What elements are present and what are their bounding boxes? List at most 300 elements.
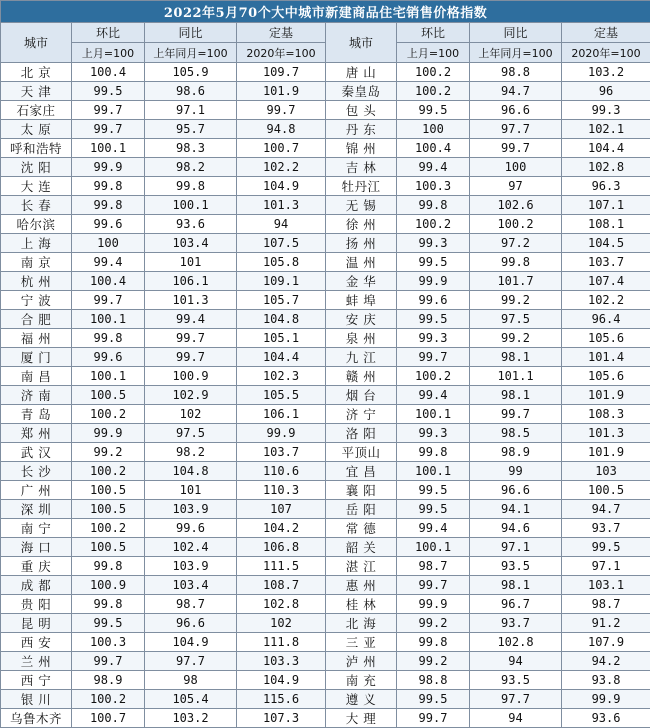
mom-right-cell: 98.7: [397, 557, 470, 576]
city-left-cell: 银 川: [1, 690, 72, 709]
base-right-cell: 101.9: [562, 443, 650, 462]
mom-left-cell: 99.7: [72, 101, 145, 120]
city-left-cell: 广 州: [1, 481, 72, 500]
mom-subheader-right: 上月=100: [397, 43, 470, 63]
yoy-left-cell: 99.4: [145, 310, 237, 329]
yoy-left-cell: 100.9: [145, 367, 237, 386]
city-left-cell: 长 沙: [1, 462, 72, 481]
base-left-cell: 101.3: [237, 196, 326, 215]
yoy-left-cell: 105.9: [145, 63, 237, 82]
yoy-right-cell: 97.5: [470, 310, 562, 329]
city-left-cell: 上 海: [1, 234, 72, 253]
table-row: [1, 63, 650, 82]
yoy-right-cell: 99.7: [470, 405, 562, 424]
base-left-cell: 103.3: [237, 652, 326, 671]
mom-left-cell: 99.6: [72, 215, 145, 234]
base-left-cell: 104.2: [237, 519, 326, 538]
mom-subheader-left: 上月=100: [72, 43, 145, 63]
yoy-left-cell: 98.2: [145, 443, 237, 462]
yoy-left-cell: 99.7: [145, 348, 237, 367]
base-left-cell: 107.5: [237, 234, 326, 253]
mom-right-cell: 99.3: [397, 329, 470, 348]
base-right-cell: 94.2: [562, 652, 650, 671]
mom-right-cell: 99.8: [397, 196, 470, 215]
city-header-left: 城市: [1, 23, 72, 63]
base-right-cell: 104.5: [562, 234, 650, 253]
table-row: [1, 424, 650, 443]
base-right-cell: 97.1: [562, 557, 650, 576]
mom-left-cell: 100.5: [72, 500, 145, 519]
base-left-cell: 110.3: [237, 481, 326, 500]
base-right-cell: 105.6: [562, 367, 650, 386]
city-left-cell: 合 肥: [1, 310, 72, 329]
base-left-cell: 107.3: [237, 709, 326, 728]
mom-left-cell: 99.7: [72, 120, 145, 139]
base-right-cell: 105.6: [562, 329, 650, 348]
city-right-cell: 济 宁: [326, 405, 397, 424]
base-right-cell: 104.4: [562, 139, 650, 158]
base-left-cell: 105.5: [237, 386, 326, 405]
base-right-cell: 107.9: [562, 633, 650, 652]
table-row: [1, 405, 650, 424]
city-right-cell: 锦 州: [326, 139, 397, 158]
base-left-cell: 104.9: [237, 177, 326, 196]
base-left-cell: 109.7: [237, 63, 326, 82]
yoy-left-cell: 103.4: [145, 234, 237, 253]
base-left-cell: 94.8: [237, 120, 326, 139]
yoy-subheader-left: 上年同月=100: [145, 43, 237, 63]
yoy-left-cell: 103.9: [145, 500, 237, 519]
city-left-cell: 沈 阳: [1, 158, 72, 177]
mom-right-cell: 99.9: [397, 595, 470, 614]
table-row: [1, 386, 650, 405]
city-left-cell: 西 安: [1, 633, 72, 652]
city-right-cell: 大 理: [326, 709, 397, 728]
yoy-left-cell: 101: [145, 481, 237, 500]
mom-right-cell: 99.5: [397, 253, 470, 272]
mom-right-cell: 100.1: [397, 538, 470, 557]
city-left-cell: 昆 明: [1, 614, 72, 633]
base-left-cell: 94: [237, 215, 326, 234]
mom-left-cell: 100.3: [72, 633, 145, 652]
yoy-left-cell: 98.2: [145, 158, 237, 177]
mom-left-cell: 100.5: [72, 386, 145, 405]
city-left-cell: 福 州: [1, 329, 72, 348]
yoy-right-cell: 93.7: [470, 614, 562, 633]
mom-right-cell: 99.8: [397, 633, 470, 652]
city-left-cell: 呼和浩特: [1, 139, 72, 158]
city-right-cell: 岳 阳: [326, 500, 397, 519]
city-right-cell: 北 海: [326, 614, 397, 633]
table-row: [1, 557, 650, 576]
table-row: [1, 120, 650, 139]
yoy-right-cell: 93.5: [470, 671, 562, 690]
base-right-cell: 93.8: [562, 671, 650, 690]
mom-left-cell: 100.5: [72, 538, 145, 557]
mom-right-cell: 99.3: [397, 424, 470, 443]
base-right-cell: 107.4: [562, 272, 650, 291]
city-left-cell: 郑 州: [1, 424, 72, 443]
table-body: [1, 63, 650, 728]
city-right-cell: 扬 州: [326, 234, 397, 253]
city-right-cell: 襄 阳: [326, 481, 397, 500]
yoy-right-cell: 96.6: [470, 101, 562, 120]
mom-left-cell: 99.9: [72, 158, 145, 177]
city-left-cell: 厦 门: [1, 348, 72, 367]
base-left-cell: 107: [237, 500, 326, 519]
table-row: [1, 253, 650, 272]
yoy-subheader-right: 上年同月=100: [470, 43, 562, 63]
table-title: 2022年5月70个大中城市新建商品住宅销售价格指数: [1, 1, 650, 23]
base-right-cell: 103: [562, 462, 650, 481]
city-left-cell: 南 京: [1, 253, 72, 272]
mom-right-cell: 98.8: [397, 671, 470, 690]
yoy-right-cell: 97.7: [470, 690, 562, 709]
yoy-left-cell: 101: [145, 253, 237, 272]
city-right-cell: 湛 江: [326, 557, 397, 576]
yoy-left-cell: 99.8: [145, 177, 237, 196]
base-right-cell: 102.2: [562, 291, 650, 310]
yoy-right-cell: 102.8: [470, 633, 562, 652]
city-left-cell: 西 宁: [1, 671, 72, 690]
city-right-cell: 南 充: [326, 671, 397, 690]
base-right-cell: 93.6: [562, 709, 650, 728]
mom-right-cell: 100: [397, 120, 470, 139]
city-left-cell: 天 津: [1, 82, 72, 101]
base-left-cell: 102.8: [237, 595, 326, 614]
mom-right-cell: 100.1: [397, 405, 470, 424]
city-left-cell: 深 圳: [1, 500, 72, 519]
base-left-cell: 110.6: [237, 462, 326, 481]
base-right-cell: 100.5: [562, 481, 650, 500]
base-left-cell: 106.1: [237, 405, 326, 424]
city-right-cell: 平顶山: [326, 443, 397, 462]
city-right-cell: 韶 关: [326, 538, 397, 557]
city-right-cell: 唐 山: [326, 63, 397, 82]
table-row: [1, 139, 650, 158]
yoy-left-cell: 99.7: [145, 329, 237, 348]
yoy-right-cell: 100: [470, 158, 562, 177]
yoy-right-cell: 98.5: [470, 424, 562, 443]
mom-left-cell: 100.2: [72, 405, 145, 424]
table-row: [1, 576, 650, 595]
mom-right-cell: 99.8: [397, 443, 470, 462]
yoy-right-cell: 98.9: [470, 443, 562, 462]
mom-right-cell: 100.2: [397, 215, 470, 234]
city-right-cell: 丹 东: [326, 120, 397, 139]
base-right-cell: 99.3: [562, 101, 650, 120]
mom-left-cell: 99.6: [72, 348, 145, 367]
mom-left-cell: 99.5: [72, 82, 145, 101]
mom-right-cell: 99.5: [397, 690, 470, 709]
yoy-right-cell: 94.6: [470, 519, 562, 538]
city-right-cell: 赣 州: [326, 367, 397, 386]
base-left-cell: 115.6: [237, 690, 326, 709]
city-right-cell: 无 锡: [326, 196, 397, 215]
base-right-cell: 96.3: [562, 177, 650, 196]
city-left-cell: 成 都: [1, 576, 72, 595]
yoy-right-cell: 94: [470, 652, 562, 671]
city-right-cell: 蚌 埠: [326, 291, 397, 310]
table-row: [1, 82, 650, 101]
mom-left-cell: 99.8: [72, 177, 145, 196]
mom-right-cell: 100.2: [397, 63, 470, 82]
mom-left-cell: 100.1: [72, 367, 145, 386]
base-left-cell: 105.1: [237, 329, 326, 348]
city-left-cell: 长 春: [1, 196, 72, 215]
base-left-cell: 99.9: [237, 424, 326, 443]
base-right-cell: 94.7: [562, 500, 650, 519]
city-left-cell: 武 汉: [1, 443, 72, 462]
table-row: [1, 538, 650, 557]
mom-header-left: 环比: [72, 23, 145, 43]
base-left-cell: 101.9: [237, 82, 326, 101]
yoy-left-cell: 102: [145, 405, 237, 424]
city-left-cell: 太 原: [1, 120, 72, 139]
table-row: [1, 215, 650, 234]
yoy-right-cell: 94: [470, 709, 562, 728]
mom-right-cell: 99.4: [397, 158, 470, 177]
mom-header-right: 环比: [397, 23, 470, 43]
base-right-cell: 103.1: [562, 576, 650, 595]
mom-left-cell: 98.9: [72, 671, 145, 690]
base-left-cell: 102.2: [237, 158, 326, 177]
table-row: [1, 652, 650, 671]
city-right-cell: 包 头: [326, 101, 397, 120]
yoy-right-cell: 98.1: [470, 386, 562, 405]
table-row: [1, 272, 650, 291]
city-left-cell: 石家庄: [1, 101, 72, 120]
table-row: [1, 690, 650, 709]
base-subheader-right: 2020年=100: [562, 43, 650, 63]
yoy-left-cell: 97.5: [145, 424, 237, 443]
city-left-cell: 南 宁: [1, 519, 72, 538]
yoy-right-cell: 98.1: [470, 348, 562, 367]
table-row: [1, 709, 650, 728]
yoy-right-cell: 97.1: [470, 538, 562, 557]
mom-right-cell: 99.5: [397, 500, 470, 519]
table-row: [1, 519, 650, 538]
mom-left-cell: 99.8: [72, 595, 145, 614]
city-right-cell: 常 德: [326, 519, 397, 538]
table-row: [1, 101, 650, 120]
mom-right-cell: 99.6: [397, 291, 470, 310]
city-header-right: 城市: [326, 23, 397, 63]
base-left-cell: 106.8: [237, 538, 326, 557]
mom-right-cell: 99.5: [397, 481, 470, 500]
base-right-cell: 93.7: [562, 519, 650, 538]
city-right-cell: 遵 义: [326, 690, 397, 709]
mom-right-cell: 99.4: [397, 386, 470, 405]
city-left-cell: 济 南: [1, 386, 72, 405]
table-row: [1, 196, 650, 215]
mom-right-cell: 99.4: [397, 519, 470, 538]
base-header-left: 定基: [237, 23, 326, 43]
mom-right-cell: 99.2: [397, 614, 470, 633]
mom-right-cell: 99.7: [397, 348, 470, 367]
city-right-cell: 秦皇岛: [326, 82, 397, 101]
yoy-right-cell: 100.2: [470, 215, 562, 234]
base-left-cell: 102: [237, 614, 326, 633]
yoy-left-cell: 104.8: [145, 462, 237, 481]
base-right-cell: 103.2: [562, 63, 650, 82]
city-left-cell: 乌鲁木齐: [1, 709, 72, 728]
city-right-cell: 泉 州: [326, 329, 397, 348]
table-row: [1, 614, 650, 633]
mom-left-cell: 99.9: [72, 424, 145, 443]
mom-left-cell: 99.8: [72, 329, 145, 348]
yoy-left-cell: 97.1: [145, 101, 237, 120]
base-left-cell: 104.8: [237, 310, 326, 329]
yoy-left-cell: 106.1: [145, 272, 237, 291]
yoy-right-cell: 96.6: [470, 481, 562, 500]
mom-right-cell: 99.3: [397, 234, 470, 253]
base-right-cell: 103.7: [562, 253, 650, 272]
base-right-cell: 102.1: [562, 120, 650, 139]
city-right-cell: 金 华: [326, 272, 397, 291]
base-right-cell: 101.3: [562, 424, 650, 443]
table-row: [1, 443, 650, 462]
mom-right-cell: 100.1: [397, 462, 470, 481]
mom-left-cell: 99.8: [72, 196, 145, 215]
yoy-left-cell: 99.6: [145, 519, 237, 538]
mom-right-cell: 100.2: [397, 367, 470, 386]
mom-left-cell: 99.7: [72, 652, 145, 671]
city-left-cell: 贵 阳: [1, 595, 72, 614]
mom-left-cell: 99.7: [72, 291, 145, 310]
mom-left-cell: 100.4: [72, 63, 145, 82]
base-left-cell: 111.8: [237, 633, 326, 652]
city-right-cell: 宜 昌: [326, 462, 397, 481]
base-left-cell: 111.5: [237, 557, 326, 576]
mom-right-cell: 100.2: [397, 82, 470, 101]
table-row: [1, 234, 650, 253]
table-row: [1, 177, 650, 196]
mom-right-cell: 99.7: [397, 709, 470, 728]
yoy-header-right: 同比: [470, 23, 562, 43]
yoy-right-cell: 94.7: [470, 82, 562, 101]
base-right-cell: 108.3: [562, 405, 650, 424]
mom-left-cell: 99.8: [72, 557, 145, 576]
mom-left-cell: 100.4: [72, 272, 145, 291]
yoy-right-cell: 99.2: [470, 329, 562, 348]
yoy-left-cell: 98.6: [145, 82, 237, 101]
yoy-left-cell: 102.9: [145, 386, 237, 405]
table-row: [1, 481, 650, 500]
city-right-cell: 九 江: [326, 348, 397, 367]
city-left-cell: 哈尔滨: [1, 215, 72, 234]
table-row: [1, 500, 650, 519]
base-right-cell: 108.1: [562, 215, 650, 234]
city-left-cell: 兰 州: [1, 652, 72, 671]
mom-right-cell: 100.3: [397, 177, 470, 196]
yoy-right-cell: 93.5: [470, 557, 562, 576]
yoy-right-cell: 99: [470, 462, 562, 481]
mom-left-cell: 99.2: [72, 443, 145, 462]
base-right-cell: 102.8: [562, 158, 650, 177]
yoy-right-cell: 97: [470, 177, 562, 196]
yoy-right-cell: 101.1: [470, 367, 562, 386]
yoy-right-cell: 99.2: [470, 291, 562, 310]
base-left-cell: 105.8: [237, 253, 326, 272]
mom-right-cell: 99.9: [397, 272, 470, 291]
city-right-cell: 洛 阳: [326, 424, 397, 443]
base-right-cell: 107.1: [562, 196, 650, 215]
base-left-cell: 104.9: [237, 671, 326, 690]
base-left-cell: 103.7: [237, 443, 326, 462]
yoy-left-cell: 103.2: [145, 709, 237, 728]
mom-left-cell: 100.1: [72, 310, 145, 329]
table-row: [1, 329, 650, 348]
yoy-left-cell: 98: [145, 671, 237, 690]
yoy-left-cell: 101.3: [145, 291, 237, 310]
city-right-cell: 泸 州: [326, 652, 397, 671]
mom-right-cell: 100.4: [397, 139, 470, 158]
base-left-cell: 102.3: [237, 367, 326, 386]
table-row: [1, 671, 650, 690]
base-left-cell: 99.7: [237, 101, 326, 120]
mom-left-cell: 100: [72, 234, 145, 253]
base-right-cell: 101.9: [562, 386, 650, 405]
table-row: [1, 348, 650, 367]
city-right-cell: 惠 州: [326, 576, 397, 595]
mom-left-cell: 100.7: [72, 709, 145, 728]
yoy-left-cell: 103.4: [145, 576, 237, 595]
yoy-left-cell: 98.7: [145, 595, 237, 614]
yoy-left-cell: 97.7: [145, 652, 237, 671]
yoy-left-cell: 102.4: [145, 538, 237, 557]
yoy-left-cell: 103.9: [145, 557, 237, 576]
base-right-cell: 96: [562, 82, 650, 101]
yoy-left-cell: 98.3: [145, 139, 237, 158]
yoy-left-cell: 105.4: [145, 690, 237, 709]
table-row: [1, 367, 650, 386]
city-right-cell: 安 庆: [326, 310, 397, 329]
table-row: [1, 633, 650, 652]
yoy-left-cell: 93.6: [145, 215, 237, 234]
city-left-cell: 重 庆: [1, 557, 72, 576]
mom-left-cell: 100.5: [72, 481, 145, 500]
yoy-right-cell: 98.8: [470, 63, 562, 82]
city-left-cell: 北 京: [1, 63, 72, 82]
base-subheader-left: 2020年=100: [237, 43, 326, 63]
city-right-cell: 桂 林: [326, 595, 397, 614]
mom-left-cell: 100.1: [72, 139, 145, 158]
table-row: [1, 158, 650, 177]
yoy-right-cell: 94.1: [470, 500, 562, 519]
yoy-left-cell: 100.1: [145, 196, 237, 215]
yoy-right-cell: 97.7: [470, 120, 562, 139]
yoy-right-cell: 98.1: [470, 576, 562, 595]
mom-left-cell: 100.2: [72, 462, 145, 481]
yoy-right-cell: 102.6: [470, 196, 562, 215]
table-row: [1, 310, 650, 329]
city-right-cell: 吉 林: [326, 158, 397, 177]
mom-right-cell: 99.2: [397, 652, 470, 671]
base-right-cell: 96.4: [562, 310, 650, 329]
yoy-right-cell: 99.8: [470, 253, 562, 272]
mom-left-cell: 100.9: [72, 576, 145, 595]
yoy-right-cell: 99.7: [470, 139, 562, 158]
yoy-left-cell: 95.7: [145, 120, 237, 139]
city-right-cell: 徐 州: [326, 215, 397, 234]
city-left-cell: 大 连: [1, 177, 72, 196]
base-right-cell: 99.5: [562, 538, 650, 557]
base-right-cell: 98.7: [562, 595, 650, 614]
mom-right-cell: 99.5: [397, 310, 470, 329]
yoy-left-cell: 104.9: [145, 633, 237, 652]
table-row: [1, 595, 650, 614]
